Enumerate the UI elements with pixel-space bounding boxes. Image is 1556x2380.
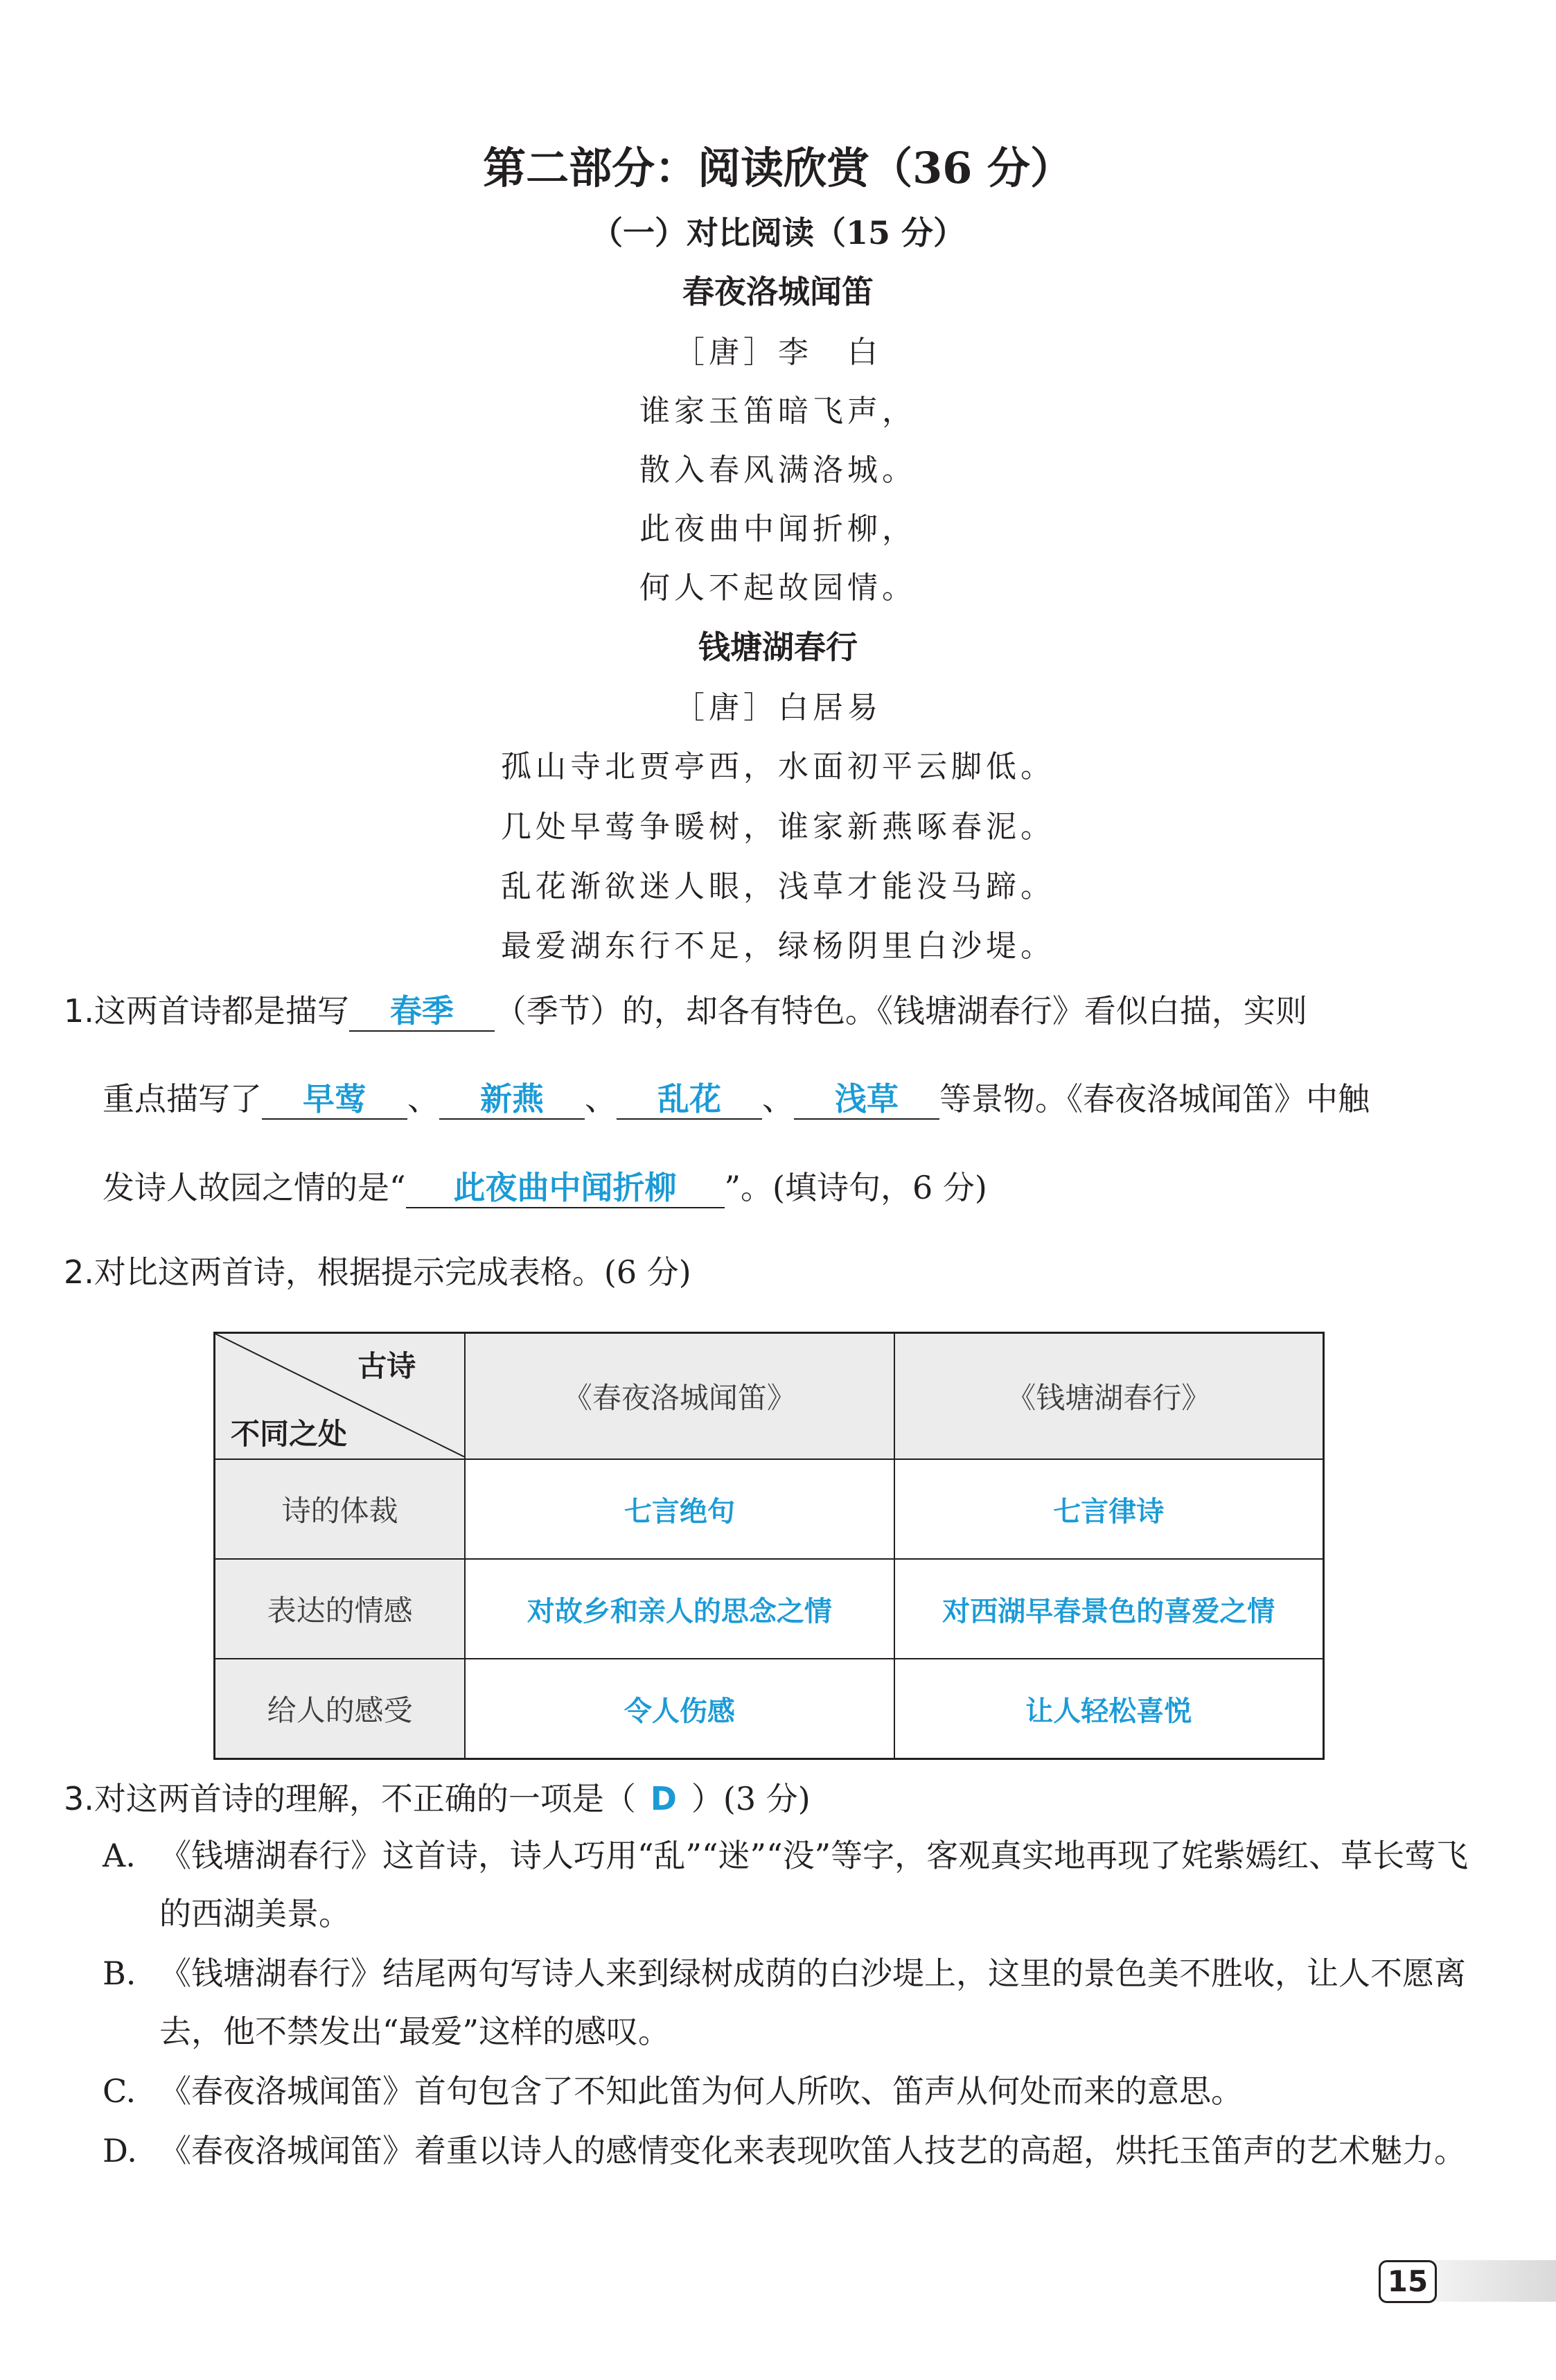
poem2-line: 几处早莺争暖树，谁家新燕啄春泥。	[501, 809, 1055, 845]
answer-choice[interactable]: D	[650, 1780, 677, 1817]
answer-blank-season[interactable]: 春季	[349, 991, 495, 1032]
table-answer-cell[interactable]: 对西湖早春景色的喜爱之情	[894, 1559, 1324, 1659]
corner-label-top: 古诗	[357, 1349, 416, 1383]
question-1-line-1: 1.这两首诗都是描写 春季 （季节）的，却各有特色。《钱塘湖春行》看似白描，实则	[64, 986, 1449, 1032]
question-1-line-2: 重点描写了 早莺 、 新燕 、 乱花 、 浅草 等景物。《春夜洛城闻笛》中触	[103, 1074, 1488, 1120]
table-answer-cell[interactable]: 令人伤感	[465, 1659, 894, 1759]
answer-blank-scene-1[interactable]: 早莺	[262, 1079, 407, 1120]
answer-blank-scene-3[interactable]: 乱花	[617, 1079, 762, 1120]
table-col-header-poem1: 《春夜洛城闻笛》	[465, 1333, 894, 1460]
table-row	[215, 1459, 1324, 1559]
comparison-table	[213, 1332, 1325, 1760]
corner-label-bottom: 不同之处	[231, 1417, 348, 1451]
table-row	[215, 1559, 1324, 1659]
poem2-line: 孤山寺北贾亭西，水面初平云脚低。	[501, 749, 1055, 784]
question-2: 2.对比这两首诗，根据提示完成表格。(6 分)	[64, 1253, 691, 1291]
poem1-line: 散入春风满洛城。	[639, 452, 917, 488]
poem1-author: ［唐］李 白	[674, 335, 882, 370]
table-col-header-poem2: 《钱塘湖春行》	[894, 1333, 1324, 1460]
table-answer-cell[interactable]: 对故乡和亲人的思念之情	[465, 1559, 894, 1659]
answer-blank-scene-2[interactable]: 新燕	[439, 1079, 585, 1120]
answer-blank-scene-4[interactable]: 浅草	[794, 1079, 939, 1120]
poem2-line: 最爱湖东行不足，绿杨阴里白沙堤。	[501, 928, 1055, 964]
poem1-line: 此夜曲中闻折柳，	[639, 511, 917, 547]
table-row	[215, 1659, 1324, 1759]
table-corner-cell	[215, 1333, 466, 1460]
question-1-line-3: 发诗人故园之情的是“ 此夜曲中闻折柳 ”。(填诗句，6 分)	[103, 1163, 1488, 1208]
poem1-line: 谁家玉笛暗飞声，	[639, 394, 917, 429]
poem1-line: 何人不起故园情。	[639, 570, 917, 606]
table-answer-cell[interactable]: 七言绝句	[465, 1459, 894, 1559]
option-a[interactable]: A. 《钱塘湖春行》这首诗，诗人巧用“乱”“迷”“没”等字，客观真实地再现了姹紫嫣红、草长莺飞的西湖美景。	[103, 1837, 1469, 1932]
table-answer-cell[interactable]: 让人轻松喜悦	[894, 1659, 1324, 1759]
option-list	[103, 1826, 1469, 2180]
option-b[interactable]: B. 《钱塘湖春行》结尾两句写诗人来到绿树成荫的白沙堤上，这里的景色美不胜收，让人不愿离去，他不禁发出“最爱”这样的感叹。	[103, 1955, 1466, 2050]
table-answer-cell[interactable]: 七言律诗	[894, 1459, 1324, 1559]
subsection-title: （一）对比阅读（15 分）	[590, 214, 966, 252]
option-c[interactable]: C. 《春夜洛城闻笛》首句包含了不知此笛为何人所吹、笛声从何处而来的意思。	[103, 2072, 1243, 2110]
option-d[interactable]: D. 《春夜洛城闻笛》着重以诗人的感情变化来表现吹笛人技艺的高超，烘托玉笛声的艺术魅力。	[103, 2132, 1466, 2169]
question-3: 3.对这两首诗的理解，不正确的一项是（ D ）(3 分)	[64, 1780, 811, 1817]
table-row-label: 表达的情感	[215, 1559, 466, 1659]
table-row-label: 诗的体裁	[215, 1459, 466, 1559]
poem1-title: 春夜洛城闻笛	[682, 273, 874, 310]
poem2-author: ［唐］白居易	[674, 690, 882, 725]
page-number: 15	[1379, 2260, 1437, 2303]
table-row-label: 给人的感受	[215, 1659, 466, 1759]
answer-blank-poem-line[interactable]: 此夜曲中闻折柳	[406, 1168, 725, 1208]
section-title: 第二部分：阅读欣赏（36 分）	[483, 143, 1073, 193]
poem2-line: 乱花渐欲迷人眼，浅草才能没马蹄。	[501, 869, 1055, 904]
poem2-title: 钱塘湖春行	[698, 628, 858, 666]
